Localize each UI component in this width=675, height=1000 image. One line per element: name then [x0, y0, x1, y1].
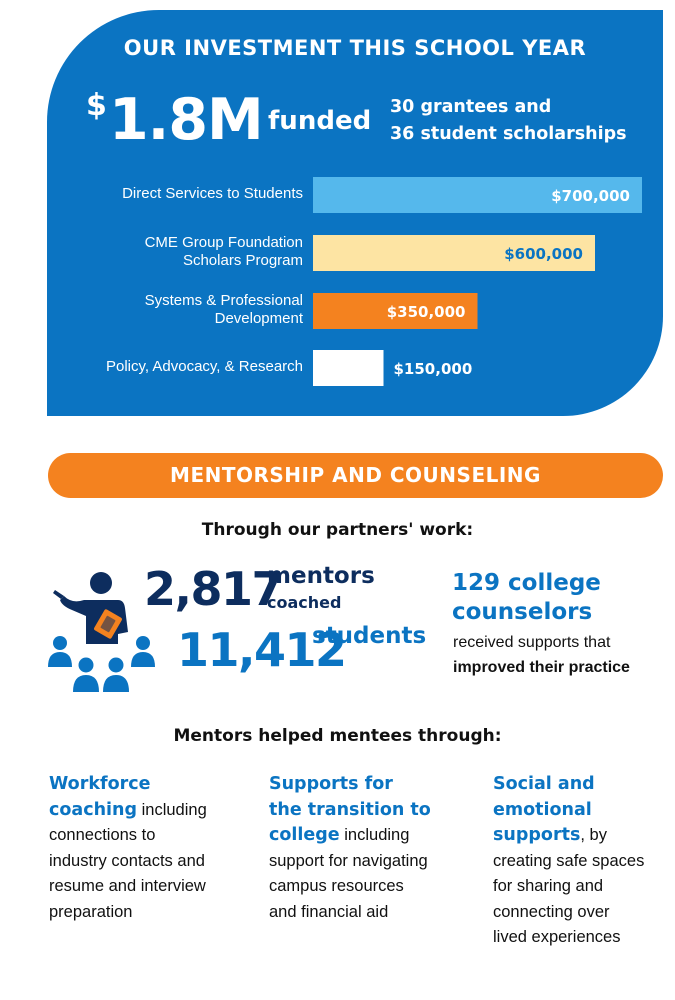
teacher-with-students-icon: [46, 570, 158, 696]
workforce-coaching-column: [49, 772, 249, 925]
counselors-line-1: 129 college: [452, 570, 601, 596]
category-label-line: Development: [214, 310, 303, 327]
column-text: lived experiences: [493, 928, 621, 946]
counselors-line-2: counselors: [452, 599, 593, 625]
bar-value-label-1: $600,000: [504, 245, 583, 263]
column-text: , by: [580, 826, 607, 844]
grantees-line-1: 30 grantees and: [390, 97, 552, 117]
bar-value-label-0: $700,000: [551, 187, 630, 205]
column-text: resume and interview: [49, 877, 206, 895]
column-highlight: Workforce: [49, 774, 151, 794]
mentors-count: 2,817: [144, 562, 283, 616]
counselors-count: [452, 569, 672, 627]
category-label-line: Systems & Professional: [144, 292, 303, 309]
column-text: connecting over: [493, 902, 610, 921]
mentors-sublabel: coached: [267, 593, 342, 612]
column-text: creating safe spaces: [493, 851, 645, 870]
column-text: for sharing and: [493, 877, 604, 895]
column-text: including: [339, 826, 410, 844]
investment-title: OUR INVESTMENT THIS SCHOOL YEAR: [123, 36, 587, 60]
counselors-desc-line-1: received supports that: [453, 634, 611, 651]
category-label-line: Direct Services to Students: [122, 185, 303, 202]
counselors-description: [453, 630, 673, 680]
column-text: preparation: [49, 902, 133, 921]
transition-supports-column: [269, 772, 469, 925]
partners-heading: Through our partners' work:: [201, 520, 474, 540]
column-text: connections to: [49, 826, 156, 844]
bar-value-label-3: $150,000: [393, 360, 473, 378]
students-label: students: [312, 623, 427, 649]
column-text: and financial aid: [269, 902, 389, 921]
bar-3: [313, 350, 384, 386]
category-label-line: CME Group Foundation: [144, 234, 303, 251]
counselors-desc-line-2: improved their practice: [453, 659, 630, 676]
social-emotional-column: [493, 772, 673, 951]
column-highlight: Supports for: [269, 774, 393, 794]
funded-label: funded: [268, 106, 372, 136]
investment-panel: [47, 10, 663, 416]
column-highlight: college: [269, 825, 340, 845]
category-label-line: Scholars Program: [182, 252, 303, 269]
column-highlight: coaching: [49, 799, 138, 820]
funded-amount: 1.8M: [109, 87, 263, 153]
grantees-line-2: 36 student scholarships: [390, 124, 627, 144]
mentors-label: mentors: [267, 563, 375, 589]
category-label-line: Policy, Advocacy, & Research: [105, 358, 303, 375]
column-highlight: emotional: [493, 799, 592, 820]
dollar-sign: $: [86, 88, 107, 123]
bar-value-label-2: $350,000: [386, 303, 466, 321]
column-text: industry contacts and: [49, 851, 205, 870]
mentorship-section-bar: MENTORSHIP AND COUNSELING: [48, 453, 663, 498]
column-highlight: supports: [493, 825, 581, 845]
mentees-heading: Mentors helped mentees through:: [173, 726, 502, 746]
column-text: including: [137, 800, 207, 819]
column-highlight: Social and: [493, 774, 595, 794]
column-text: support for navigating: [269, 851, 428, 870]
column-highlight: the transition to: [269, 799, 431, 820]
funding-bar-chart: [47, 10, 663, 416]
column-text: campus resources: [269, 877, 404, 895]
students-count: 11,412: [177, 623, 346, 677]
